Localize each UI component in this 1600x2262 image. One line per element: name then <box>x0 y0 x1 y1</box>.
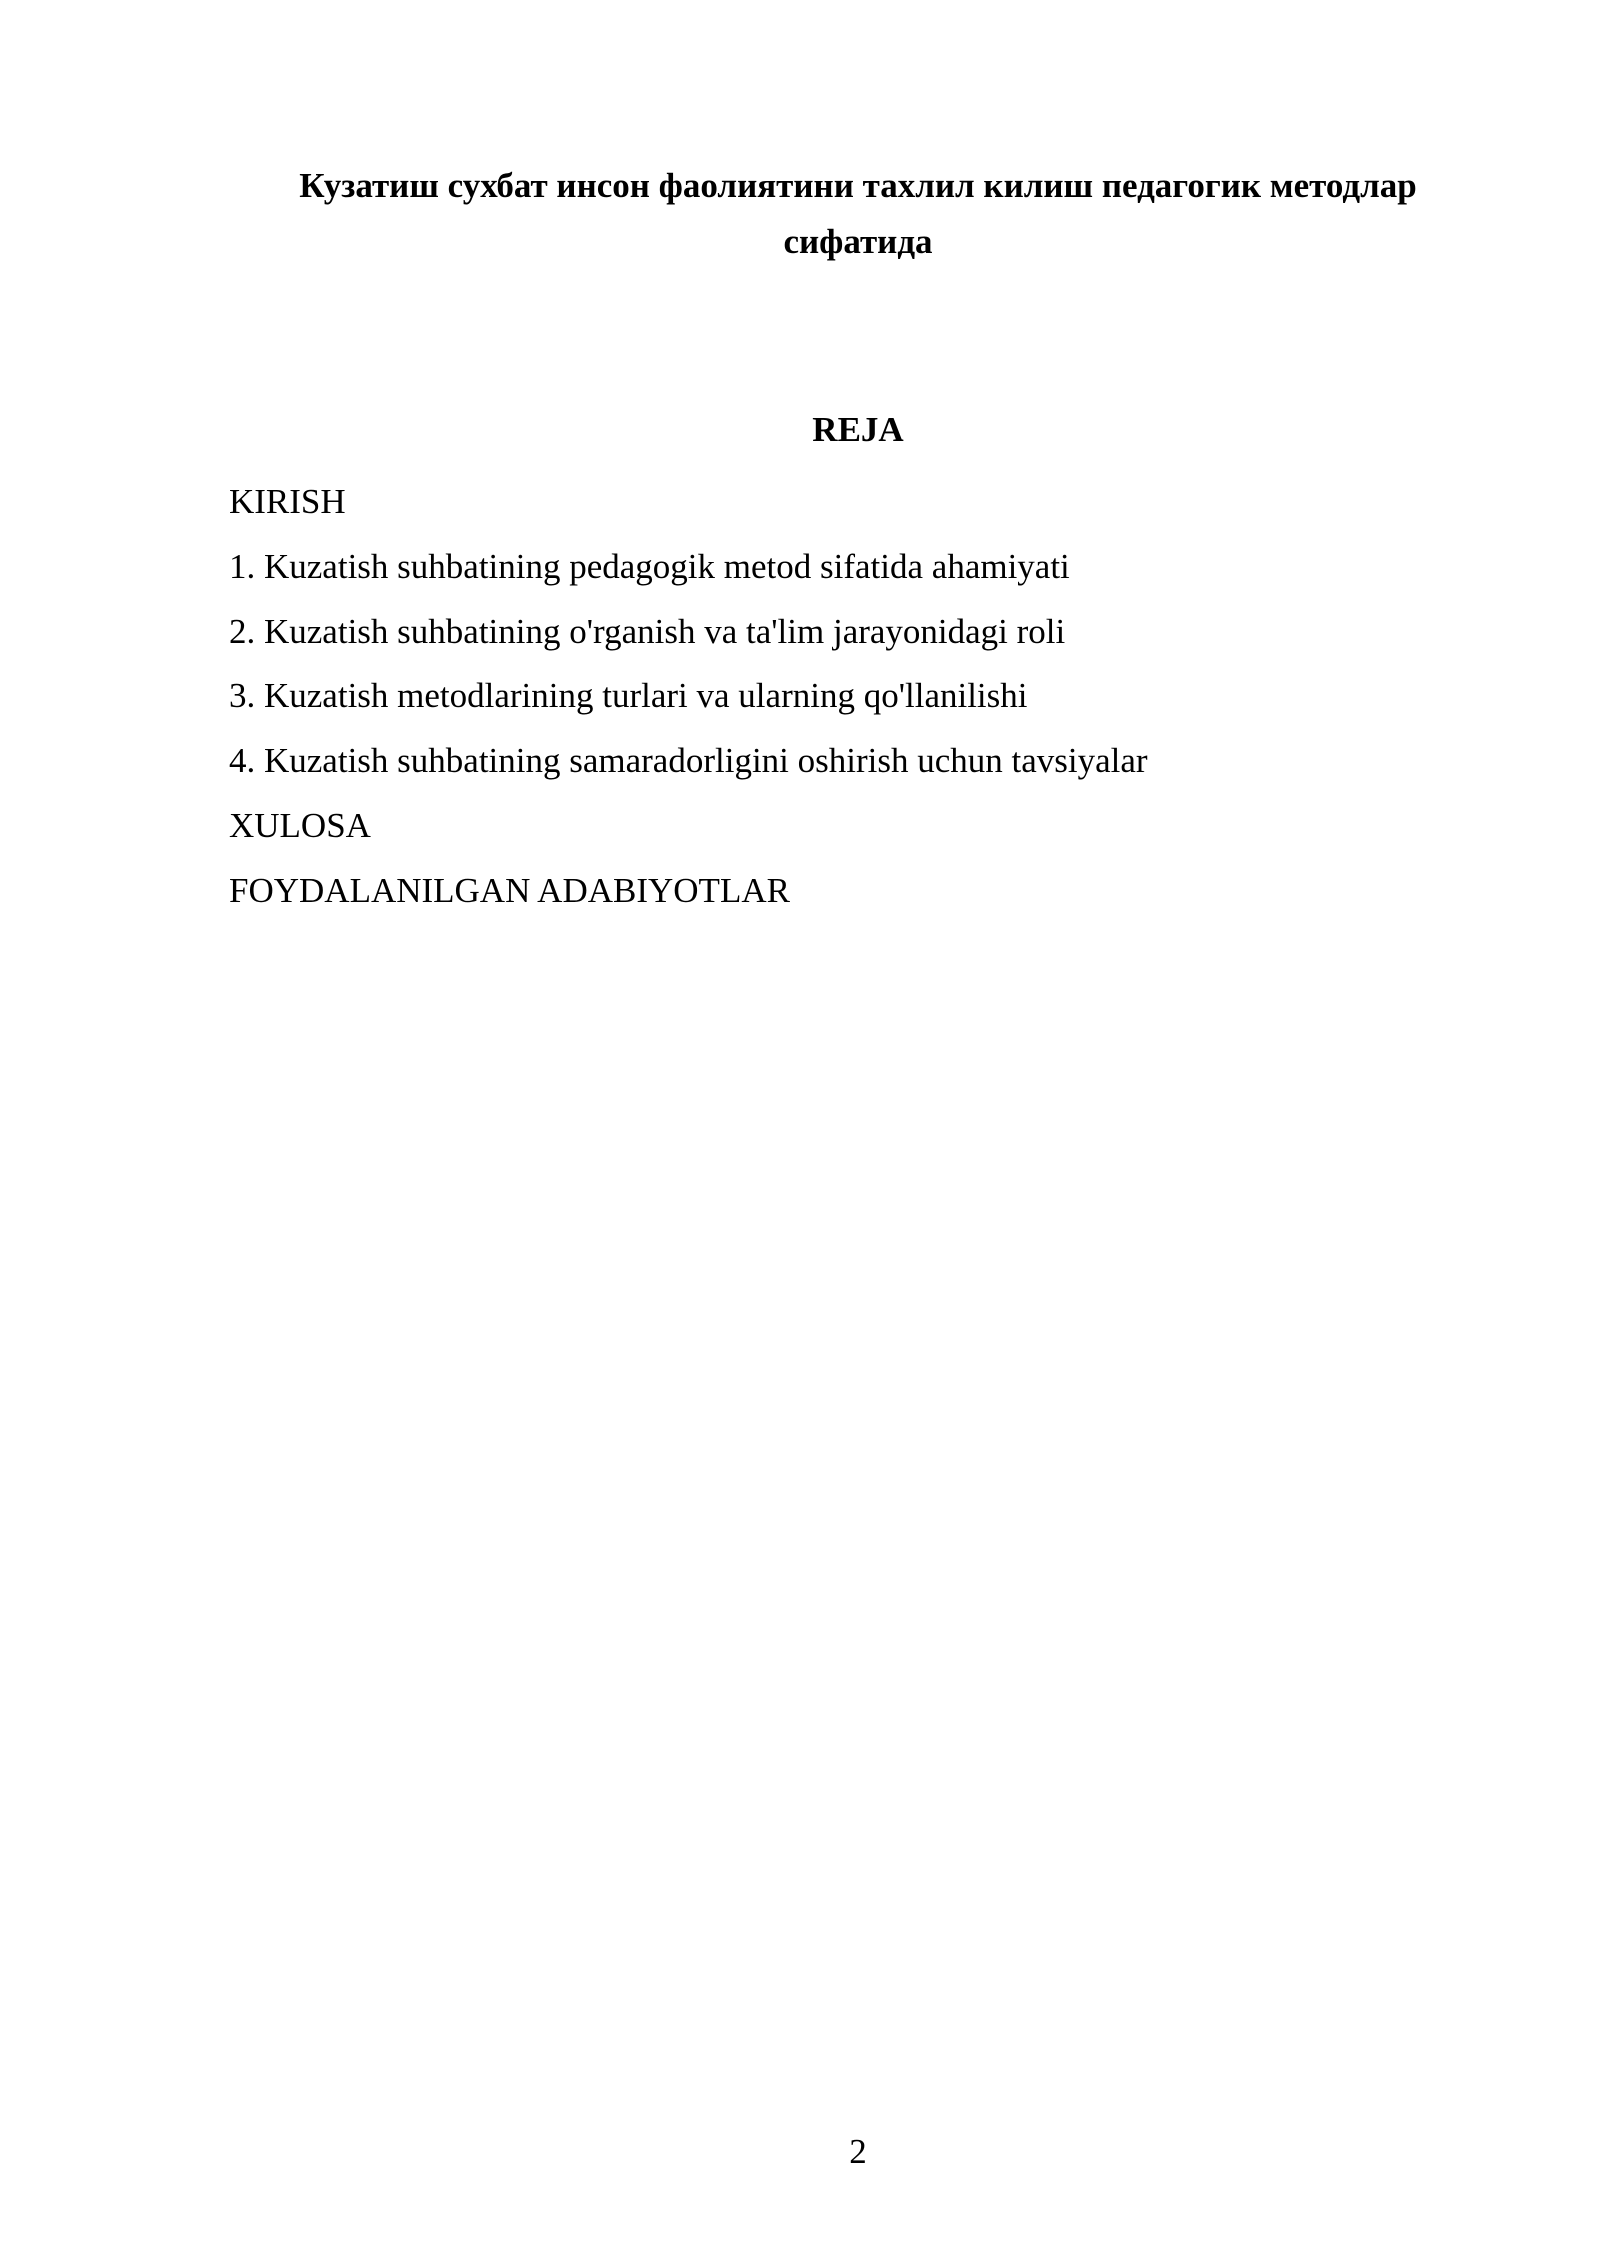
plan-item-introduction: KIRISH <box>229 482 346 521</box>
plan-heading: REJA <box>812 410 904 449</box>
plan-list <box>229 470 1489 924</box>
page-number: 2 <box>849 2132 867 2171</box>
plan-item-3: 3. Kuzatish metodlarining turlari va ularning qo'llanilishi <box>229 676 1028 716</box>
plan-item-conclusion: XULOSA <box>229 805 371 845</box>
plan-item-references: FOYDALANILGAN ADABIYOTLAR <box>229 870 790 910</box>
plan-item-1: 1. Kuzatish suhbatining pedagogik metod sifatida ahamiyati <box>229 546 1070 586</box>
plan-item-4: 4. Kuzatish suhbatining samaradorligini oshirish uchun tavsiyalar <box>229 741 1148 781</box>
plan-item-2: 2. Kuzatish suhbatining o'rganish va ta'lim jarayonidagi roli <box>229 611 1066 651</box>
document-title: Кузатиш сухбат инсон фаолиятини тахлил килиш педагогик методлар сифатида <box>299 166 1417 261</box>
